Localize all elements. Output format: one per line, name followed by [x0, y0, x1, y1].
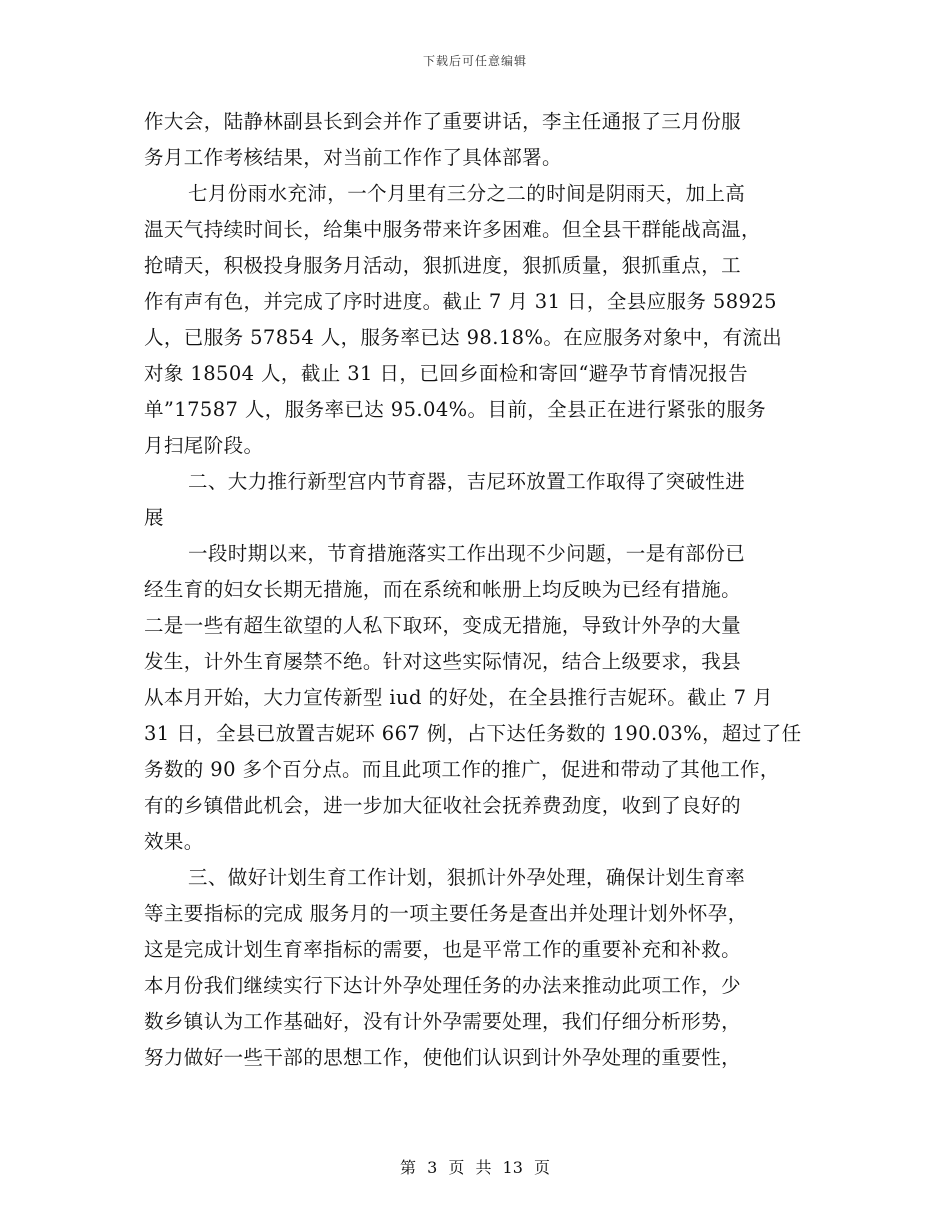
body-line: 努力做好一些干部的思想工作，使他们认识到计外孕处理的重要性，	[144, 1046, 742, 1069]
page-header: 下载后可任意编辑	[422, 54, 527, 68]
body-line: 人，已服务 57854 人，服务率已达 98.18%。在应服务对象中，有流出	[144, 326, 783, 349]
paragraph-start-line: 一段时期以来，节育措施落实工作出现不少问题，一是有部份已	[188, 542, 746, 565]
body-line: 数乡镇认为工作基础好，没有计外孕需要处理，我们仔细分析形势，	[144, 1010, 742, 1033]
section-heading-line: 二、大力推行新型宫内节育器，吉尼环放置工作取得了突破性进	[188, 470, 746, 493]
body-line: 等主要指标的完成 服务月的一项主要任务是查出并处理计划外怀孕，	[144, 902, 748, 925]
body-line: 发生，计外生育屡禁不绝。针对这些实际情况，结合上级要求，我县	[144, 650, 742, 673]
section-heading-line: 三、做好计划生育工作计划，狠抓计外孕处理，确保计划生育率	[188, 866, 746, 889]
body-line: 务月工作考核结果，对当前工作作了具体部署。	[144, 146, 562, 169]
page-number-footer: 第 3 页 共 13 页	[400, 1158, 550, 1177]
body-line: 抢晴天，积极投身服务月活动，狠抓进度，狠抓质量，狠抓重点，工	[144, 254, 742, 277]
document-body	[144, 104, 809, 1076]
body-line: 从本月开始，大力宣传新型 iud 的好处，在全县推行吉妮环。截止 7 月	[144, 686, 773, 709]
body-line: 对象 18504 人，截止 31 日，已回乡面检和寄回“避孕节育情况报告	[144, 362, 749, 385]
body-line: 作有声有色，并完成了序时进度。截止 7 月 31 日，全县应服务 58925	[144, 290, 777, 313]
body-line: 这是完成计划生育率指标的需要，也是平常工作的重要补充和补救。	[144, 938, 742, 961]
section-heading-line: 展	[144, 506, 164, 529]
body-line: 单”17587 人，服务率已达 95.04%。目前，全县正在进行紧张的服务	[144, 398, 767, 421]
paragraph-start-line: 七月份雨水充沛，一个月里有三分之二的时间是阴雨天，加上高	[188, 182, 746, 205]
body-line: 二是一些有超生欲望的人私下取环，变成无措施，导致计外孕的大量	[144, 614, 742, 637]
body-line: 本月份我们继续实行下达计外孕处理任务的办法来推动此项工作，少	[144, 974, 742, 997]
body-line: 务数的 90 多个百分点。而且此项工作的推广，促进和带动了其他工作，	[144, 758, 780, 781]
body-line: 温天气持续时间长，给集中服务带来许多困难。但全县干群能战高温，	[144, 218, 761, 241]
body-line: 效果。	[144, 830, 204, 853]
body-line: 月扫尾阶段。	[144, 434, 264, 457]
body-line: 有的乡镇借此机会，进一步加大征收社会抚养费劲度，收到了良好的	[144, 794, 742, 817]
body-line: 31 日，全县已放置吉妮环 667 例，占下达任务数的 190.03%，超过了任	[144, 722, 802, 745]
body-line: 作大会，陆静林副县长到会并作了重要讲话，李主任通报了三月份服	[144, 110, 742, 133]
body-line: 经生育的妇女长期无措施，而在系统和帐册上均反映为已经有措施。	[144, 578, 742, 601]
